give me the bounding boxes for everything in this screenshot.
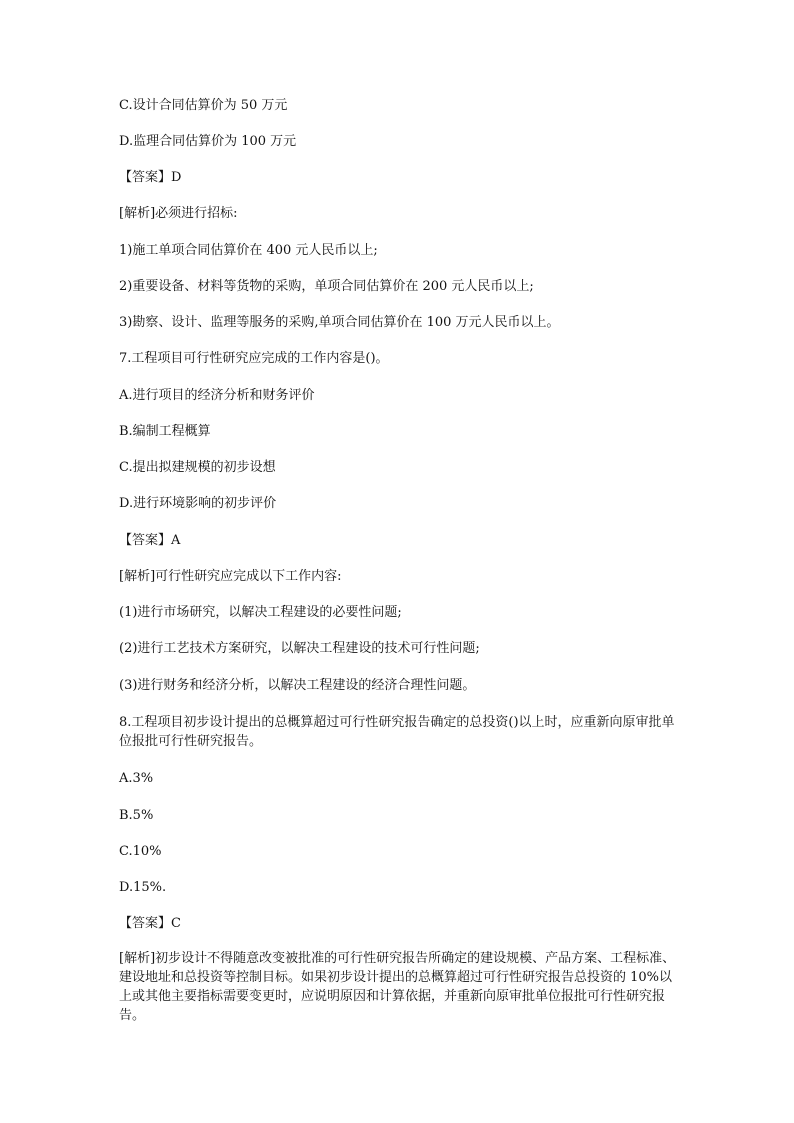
analysis-heading-q7: [解析]可行性研究应完成以下工作内容: <box>119 569 342 584</box>
analysis-item-2-q6: 2)重要设备、材料等货物的采购，单项合同估算价在 200 元人民币以上; <box>119 279 534 294</box>
answer-label-q7: 【答案】A <box>119 533 181 548</box>
analysis-item-3-q7: (3)进行财务和经济分析，以解决工程建设的经济合理性问题。 <box>119 678 476 693</box>
question-7: 7.工程项目可行性研究应完成的工作内容是()。 <box>119 351 389 366</box>
option-a-q8: A.3% <box>119 771 154 786</box>
option-b-q7: B.编制工程概算 <box>119 424 211 439</box>
option-a-q7: A.进行项目的经济分析和财务评价 <box>119 388 315 403</box>
option-c-q8: C.10% <box>119 844 162 859</box>
option-c-design-contract: C.设计合同估算价为 50 万元 <box>119 98 288 113</box>
option-b-q8: B.5% <box>119 808 154 823</box>
option-d-supervision-contract: D.监理合同估算价为 100 万元 <box>119 134 297 149</box>
analysis-item-1-q6: 1)施工单项合同估算价在 400 元人民币以上; <box>119 243 378 258</box>
analysis-item-3-q6: 3)勘察、设计、监理等服务的采购,单项合同估算价在 100 万元人民币以上。 <box>119 315 560 330</box>
option-d-q7: D.进行环境影响的初步评价 <box>119 496 277 511</box>
question-8: 8.工程项目初步设计提出的总概算超过可行性研究报告确定的总投资()以上时，应重新向原审批单位报批可行性研究报告。 <box>119 715 675 749</box>
analysis-paragraph-q8: [解析]初步设计不得随意改变被批准的可行性研究报告所确定的建设规模、产品方案、工程标准、建设地址和总投资等控制目标。如果初步设计提出的总概算超过可行性研究报告总投资的 10%以上或其他主要指标需要变更时，应说明原因和计算依据，并重新向原审批单位报批可行性研究报告。 <box>119 951 676 1023</box>
answer-label-q8: 【答案】C <box>119 916 181 931</box>
analysis-item-2-q7: (2)进行工艺技术方案研究，以解决工程建设的技术可行性问题; <box>119 641 480 656</box>
answer-label-q6: 【答案】D <box>119 170 182 185</box>
option-c-q7: C.提出拟建规模的初步设想 <box>119 460 276 475</box>
option-d-q8: D.15%. <box>119 880 167 895</box>
analysis-heading-q6: [解析]必须进行招标: <box>119 206 238 221</box>
analysis-item-1-q7: (1)进行市场研究，以解决工程建设的必要性问题; <box>119 605 402 620</box>
